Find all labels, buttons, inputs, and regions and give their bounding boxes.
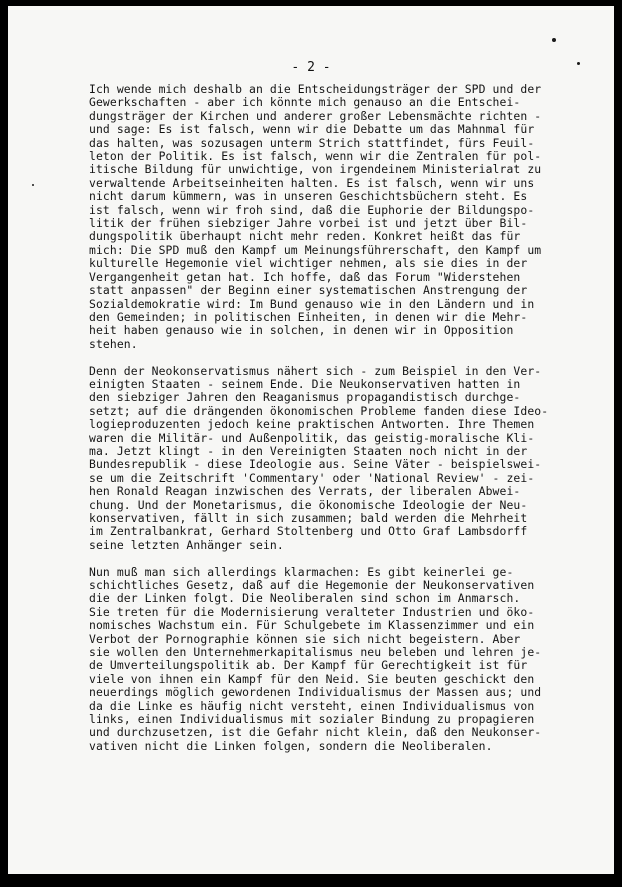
- paragraph: [89, 83, 559, 351]
- text-line: waren die Militär- und Außenpolitik, das geistig-moralische Kli-: [89, 430, 535, 445]
- paragraph-gap: [89, 552, 559, 565]
- scan-speck: [32, 184, 34, 186]
- text-line: verwaltende Arbeitseinheiten halten. Es ist falsch, wenn wir uns: [89, 175, 535, 190]
- text-line: einigten Staaten - seinem Ende. Die Neukonservativen hatten in: [89, 376, 521, 391]
- document-page: [8, 6, 614, 874]
- text-line: das halten, was sozusagen unterm Strich stattfindet, fürs Feuil-: [89, 135, 535, 150]
- text-line: hen Ronald Reagan inzwischen des Verrats, der liberalen Abwei-: [89, 484, 521, 499]
- text-line: viele von ihnen ein Kampf für den Neid. Sie beuten geschickt den: [89, 671, 535, 686]
- text-line: da die Linke es häufig nicht versteht, einen Individualismus von: [89, 698, 535, 713]
- text-line: Vergangenheit getan hat. Ich hoffe, daß das Forum "Widerstehen: [89, 269, 521, 284]
- text-line: seine letzten Anhänger sein.: [89, 537, 284, 552]
- text-line: stehen.: [89, 336, 138, 351]
- text-line: Bundesrepublik - diese Ideologie aus. Seine Väter - beispielswei-: [89, 457, 542, 472]
- text-line: links, einen Individualismus mit sozialer Bindung zu propagieren: [89, 712, 535, 727]
- text-line: nicht darum kümmern, was in unseren Geschichtsbüchern steht. Es: [89, 189, 528, 204]
- text-line: Denn der Neokonservatismus nähert sich - zum Beispiel in den Ver-: [89, 363, 542, 378]
- text-line: itische Bildung für unwichtige, von irgendeinem Ministerialrat zu: [89, 162, 542, 177]
- text-line: nomisches Wachstum ein. Für Schulgebete im Klassenzimmer und ein: [89, 618, 535, 633]
- text-line: kulturelle Hegemonie viel wichtiger nehmen, als sie dies in der: [89, 256, 528, 271]
- text-line: setzt; auf die drängenden ökonomischen Probleme fanden diese Ideo-: [89, 403, 549, 418]
- paragraph-gap: [89, 351, 559, 364]
- text-line: Sozialdemokratie wird: Im Bund genauso wie in den Ländern und in: [89, 296, 535, 311]
- text-line: mich: Die SPD muß den Kampf um Meinungsführerschaft, den Kampf um: [89, 242, 542, 257]
- text-line: konservativen, fällt in sich zusammen; bald werden die Mehrheit: [89, 510, 528, 525]
- text-line: im Zentralbankrat, Gerhard Stoltenberg und Otto Graf Lambsdorff: [89, 524, 528, 539]
- text-line: se um die Zeitschrift 'Commentary' oder 'National Review' - zei-: [89, 470, 535, 485]
- scan-speck: [552, 38, 556, 42]
- body-text: [89, 83, 559, 753]
- text-line: schichtliches Gesetz, daß auf die Hegemonie der Neukonservativen: [89, 578, 535, 592]
- text-line: Gewerkschaften - aber ich könnte mich genauso an die Entschei-: [89, 95, 521, 110]
- text-line: neuerdings möglich gewordenen Individualismus der Massen aus; und: [89, 685, 542, 700]
- page-number: - 2 -: [291, 60, 331, 75]
- text-line: logieproduzenten jedoch keine praktischen Antworten. Ihre Themen: [89, 417, 535, 432]
- text-line: ist falsch, wenn wir froh sind, daß die Euphorie der Bildungspo-: [89, 202, 535, 217]
- text-line: den Gemeinden; in politischen Einheiten, in denen wir die Mehr-: [89, 309, 528, 324]
- text-line: und durchzusetzen, ist die Gefahr nicht klein, daß den Neukonser-: [89, 725, 542, 740]
- text-line: ma. Jetzt klingt - in den Vereinigten Staaten noch nicht in der: [89, 443, 528, 458]
- text-line: sie wollen den Unternehmerkapitalismus neu beleben und lehren je-: [89, 645, 542, 660]
- text-line: Ich wende mich deshalb an die Entscheidungsträger der SPD und der: [89, 82, 542, 96]
- text-line: und sage: Es ist falsch, wenn wir die Debatte um das Mahnmal für: [89, 122, 535, 137]
- text-line: statt anpassen" der Beginn einer systematischen Anstrengung der: [89, 283, 528, 298]
- text-line: de Umverteilungspolitik ab. Der Kampf für Gerechtigkeit ist für: [89, 658, 528, 673]
- text-line: Sie treten für die Modernisierung veralteter Industrien und öko-: [89, 604, 535, 619]
- text-line: die der Linken folgt. Die Neoliberalen sind schon im Anmarsch.: [89, 591, 521, 606]
- text-line: leton der Politik. Es ist falsch, wenn wir die Zentralen für pol-: [89, 149, 542, 164]
- text-line: Nun muß man sich allerdings klarmachen: Es gibt keinerlei ge-: [89, 564, 514, 579]
- text-line: vativen nicht die Linken folgen, sondern die Neoliberalen.: [89, 738, 493, 753]
- text-line: dungspolitik überhaupt nicht mehr reden. Konkret heißt das für: [89, 229, 521, 244]
- text-line: litik der frühen siebziger Jahre vorbei ist und jetzt über Bil-: [89, 216, 528, 231]
- text-line: chung. Und der Monetarismus, die ökonomische Ideologie der Neu-: [89, 497, 528, 512]
- text-line: dungsträger der Kirchen und anderer großer Lebensmächte richten -: [89, 108, 542, 123]
- paragraph: [89, 365, 559, 553]
- text-line: Verbot der Pornographie können sie sich nicht begeistern. Aber: [89, 631, 521, 646]
- paragraph: [89, 566, 559, 754]
- text-line: heit haben genauso wie in solchen, in denen wir in Opposition: [89, 323, 514, 338]
- text-line: den siebziger Jahren den Reaganismus propagandistisch durchge-: [89, 390, 521, 405]
